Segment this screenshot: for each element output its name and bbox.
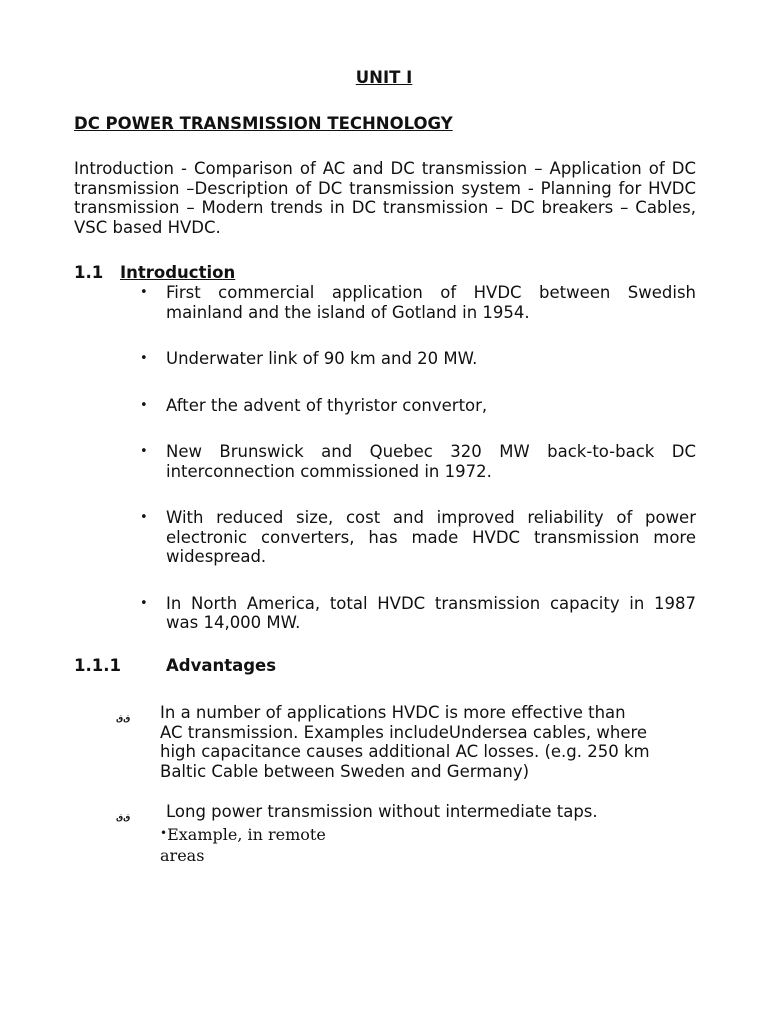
bullet-icon: • xyxy=(140,397,148,413)
unit-title: UNIT I xyxy=(355,68,413,87)
section-1-1-title: Introduction xyxy=(120,263,236,282)
list-item xyxy=(140,594,696,633)
bullet-icon: • xyxy=(140,285,148,300)
wingding-bullet-icon: ﻕﻕ xyxy=(116,813,131,822)
introduction-bullet-list xyxy=(140,283,696,633)
section-1-1-1-number: 1.1.1 xyxy=(74,656,121,675)
list-item-text: New Brunswick and Quebec 320 MW back-to-back DC interconnection commissioned in 1972. xyxy=(166,442,696,481)
list-item xyxy=(140,283,696,322)
list-item-text: First commercial application of HVDC between Swedish mainland and the island of Gotland in 1954. xyxy=(166,283,696,322)
section-1-1-number: 1.1 xyxy=(74,263,104,282)
list-item xyxy=(140,442,696,481)
bullet-icon: • xyxy=(140,351,148,366)
bullet-icon: • xyxy=(140,444,148,459)
wingding-bullet-icon: ﻕﻕ xyxy=(116,714,131,723)
section-1-1-1-title: Advantages xyxy=(166,656,277,675)
list-item xyxy=(140,349,696,369)
list-item-text: Underwater link of 90 km and 20 MW. xyxy=(166,349,478,368)
bullet-icon: • xyxy=(140,510,148,525)
advantage-sub-item xyxy=(160,823,360,866)
advantage-sub-item-text: Example, in remote areas xyxy=(160,825,326,865)
advantage-item: In a number of applications HVDC is more effective than AC transmission. Examples includeUndersea cables, where high capacitance causes additional AC losses. (e.g. 250 km Baltic Cable between Sweden and Germany) xyxy=(160,703,650,781)
intro-paragraph: Introduction - Comparison of AC and DC transmission – Application of DC transmission –Description of DC transmission system - Planning for HVDC transmission – Modern trends in DC transmission – DC breakers – Cables, VSC based HVDC. xyxy=(74,159,696,237)
list-item-text: In North America, total HVDC transmission capacity in 1987 was 14,000 MW. xyxy=(166,593,696,632)
section-title: DC POWER TRANSMISSION TECHNOLOGY xyxy=(74,114,453,133)
advantage-item: Long power transmission without intermediate taps. xyxy=(166,802,598,821)
list-item xyxy=(140,396,696,416)
bullet-icon: • xyxy=(160,826,168,840)
list-item xyxy=(140,508,696,567)
list-item-text: With reduced size, cost and improved reliability of power electronic converters, has made HVDC transmission more widespread. xyxy=(166,508,696,566)
bullet-icon: • xyxy=(140,595,148,611)
list-item-text: After the advent of thyristor convertor, xyxy=(166,395,488,415)
